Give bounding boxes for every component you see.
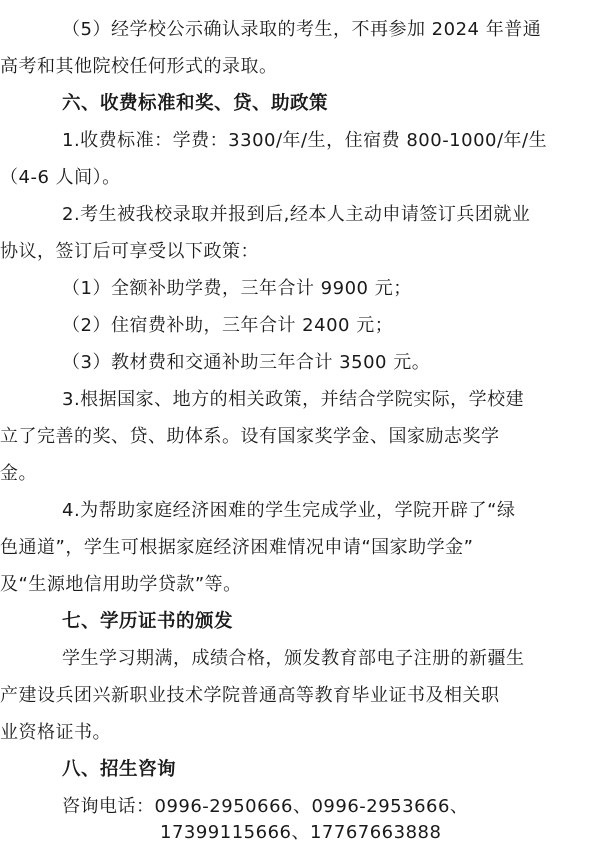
list-item: （2）住宿费补助，三年合计 2400 元； <box>62 315 394 336</box>
section-heading: 八、招生咨询 <box>62 759 177 780</box>
paragraph-line: 1.收费标准：学费：3300/年/生，住宿费 800-1000/年/生 <box>62 130 548 151</box>
paragraph-line: 3.根据国家、地方的相关政策，并结合学院实际，学校建 <box>62 389 525 410</box>
list-item: （3）教材费和交通补助三年合计 3500 元。 <box>62 352 431 373</box>
paragraph-line: 色通道”，学生可根据家庭经济困难情况申请“国家助学金” <box>0 537 474 558</box>
paragraph-line: 4.为帮助家庭经济困难的学生完成学业，学院开辟了“绿 <box>62 500 516 521</box>
paragraph-line: 及“生源地信用助学贷款”等。 <box>0 574 242 595</box>
contact-phone-line: 咨询电话：0996-2950666、0996-2953666、 <box>62 796 469 817</box>
section-heading: 六、收费标准和奖、贷、助政策 <box>62 93 329 114</box>
paragraph-line: （4-6 人间）。 <box>0 167 121 188</box>
paragraph-line: 产建设兵团兴新职业技术学院普通高等教育毕业证书及相关职 <box>0 685 500 706</box>
paragraph-line: 业资格证书。 <box>0 722 111 743</box>
paragraph-line: 2.考生被我校录取并报到后,经本人主动申请签订兵团就业 <box>62 204 531 225</box>
paragraph-line: 金。 <box>0 463 37 484</box>
paragraph-line: 协议，签订后可享受以下政策： <box>0 241 259 262</box>
contact-phone-line: 17399115666、17767663888 <box>160 822 442 843</box>
section-heading: 七、学历证书的颁发 <box>62 611 234 632</box>
list-item: （1）全额补助学费，三年合计 9900 元； <box>62 278 412 299</box>
paragraph-line: 高考和其他院校任何形式的录取。 <box>0 56 278 77</box>
paragraph-line: 立了完善的奖、贷、助体系。设有国家奖学金、国家励志奖学 <box>0 426 500 447</box>
paragraph-line: （5）经学校公示确认录取的考生，不再参加 2024 年普通 <box>62 19 542 40</box>
paragraph-line: 学生学习期满，成绩合格，颁发教育部电子注册的新疆生 <box>62 648 525 669</box>
